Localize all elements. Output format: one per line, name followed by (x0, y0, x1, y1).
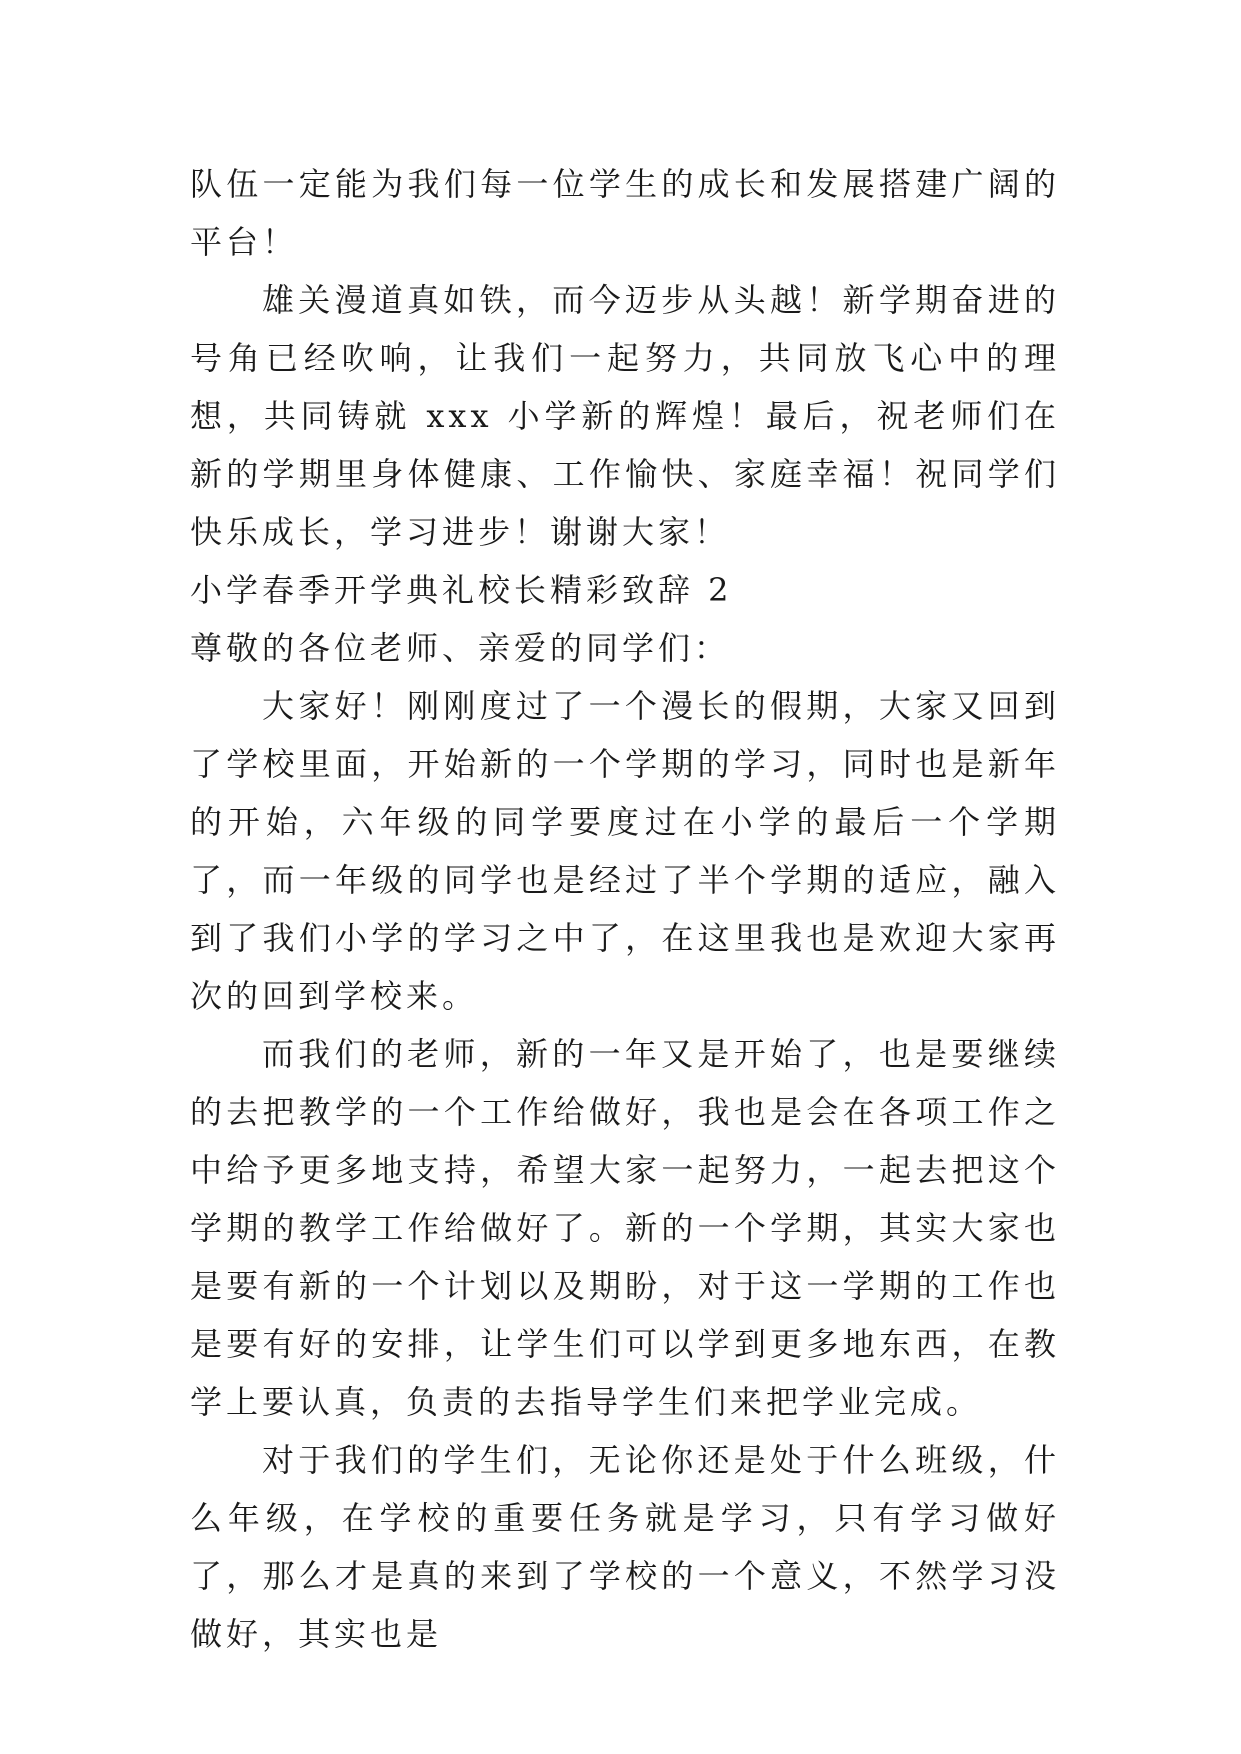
document-body (190, 155, 1060, 1663)
paragraph-closing: 雄关漫道真如铁，而今迈步从头越！新学期奋进的号角已经吹响，让我们一起努力，共同放飞心中的理想，共同铸就 xxx 小学新的辉煌！最后，祝老师们在新的学期里身体健康、工作愉快、家庭幸福！祝同学们快乐成长，学习进步！谢谢大家！ (190, 281, 1060, 551)
paragraph-students: 对于我们的学生们，无论你还是处于什么班级，什么年级，在学校的重要任务就是学习，只有学习做好了，那么才是真的来到了学校的一个意义，不然学习没做好，其实也是 (190, 1441, 1060, 1653)
paragraph-teachers: 而我们的老师，新的一年又是开始了，也是要继续的去把教学的一个工作给做好，我也是会在各项工作之中给予更多地支持，希望大家一起努力，一起去把这个学期的教学工作给做好了。新的一个学期，其实大家也是要有新的一个计划以及期盼，对于这一学期的工作也是要有好的安排，让学生们可以学到更多地东西，在教学上要认真，负责的去指导学生们来把学业完成。 (190, 1035, 1060, 1421)
paragraph-greeting: 大家好！刚刚度过了一个漫长的假期，大家又回到了学校里面，开始新的一个学期的学习，同时也是新年的开始，六年级的同学要度过在小学的最后一个学期了，而一年级的同学也是经过了半个学期的适应，融入到了我们小学的学习之中了，在这里我也是欢迎大家再次的回到学校来。 (190, 687, 1060, 1015)
salutation: 尊敬的各位老师、亲爱的同学们： (190, 629, 731, 667)
section-title: 小学春季开学典礼校长精彩致辞 2 (190, 571, 733, 609)
paragraph-continuation: 队伍一定能为我们每一位学生的成长和发展搭建广阔的平台！ (190, 165, 1060, 261)
